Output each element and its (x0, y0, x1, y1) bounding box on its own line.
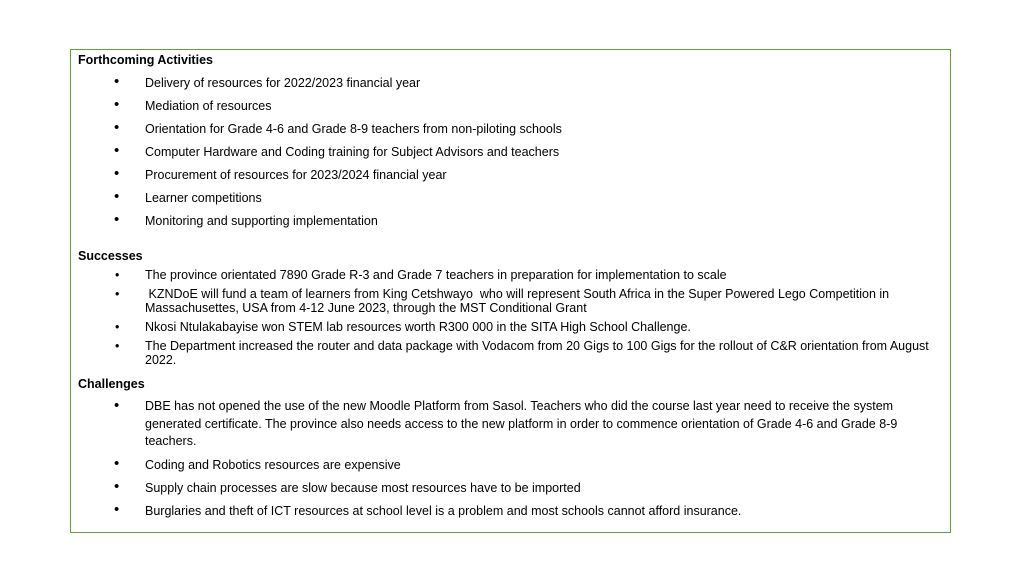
successes-heading: Successes (78, 249, 143, 263)
bullet-icon: • (114, 73, 120, 90)
forthcoming-item: Procurement of resources for 2023/2024 financial year (145, 168, 447, 182)
bullet-icon: • (115, 320, 120, 334)
forthcoming-item: Learner competitions (145, 191, 262, 205)
bullet-icon: • (114, 478, 120, 495)
challenges-item: Coding and Robotics resources are expensive (145, 458, 401, 472)
forthcoming-item: Delivery of resources for 2022/2023 financial year (145, 76, 421, 90)
forthcoming-item: Computer Hardware and Coding training for Subject Advisors and teachers (145, 145, 560, 159)
challenges-item: Burglaries and theft of ICT resources at school level is a problem and most schools cannot afford insurance. (145, 504, 742, 518)
forthcoming-item: Orientation for Grade 4-6 and Grade 8-9 teachers from non-piloting schools (145, 122, 562, 136)
bullet-icon: • (114, 188, 120, 205)
bullet-icon: • (115, 268, 120, 282)
challenges-heading: Challenges (78, 377, 145, 391)
bullet-icon: • (114, 397, 120, 414)
challenges-item: DBE has not opened the use of the new Moodle Platform from Sasol. Teachers who did the course last year need to receive the system generated certificate. The province also needs access to the new platform in order to commence orientation of Grade 4-6 and Grade 8-9 teachers. (145, 399, 898, 448)
bullet-icon: • (114, 96, 120, 113)
successes-item: The province orientated 7890 Grade R-3 and Grade 7 teachers in preparation for implementation to scale (145, 268, 727, 282)
bullet-icon: • (114, 501, 120, 518)
successes-item: KZNDoE will fund a team of learners from King Cetshwayo who will represent South Africa in the Super Powered Lego Competition in Massachusettes, USA from 4-12 June 2023, through the MST Conditional Grant (145, 287, 893, 315)
bullet-icon: • (114, 165, 120, 182)
successes-item: Nkosi Ntulakabayise won STEM lab resources worth R300 000 in the SITA High School Challenge. (145, 320, 691, 334)
forthcoming-item: Mediation of resources (145, 99, 272, 113)
bullet-icon: • (115, 339, 120, 353)
challenges-item: Supply chain processes are slow because most resources have to be imported (145, 481, 581, 495)
forthcoming-item: Monitoring and supporting implementation (145, 214, 378, 228)
successes-item: The Department increased the router and data package with Vodacom from 20 Gigs to 100 Gigs for the rollout of C&R orientation from August 2022. (145, 339, 929, 367)
bullet-icon: • (114, 142, 120, 159)
forthcoming-heading: Forthcoming Activities (78, 53, 213, 67)
bullet-icon: • (114, 119, 120, 136)
bullet-icon: • (114, 211, 120, 228)
bullet-icon: • (115, 287, 120, 301)
bullet-icon: • (114, 455, 120, 472)
